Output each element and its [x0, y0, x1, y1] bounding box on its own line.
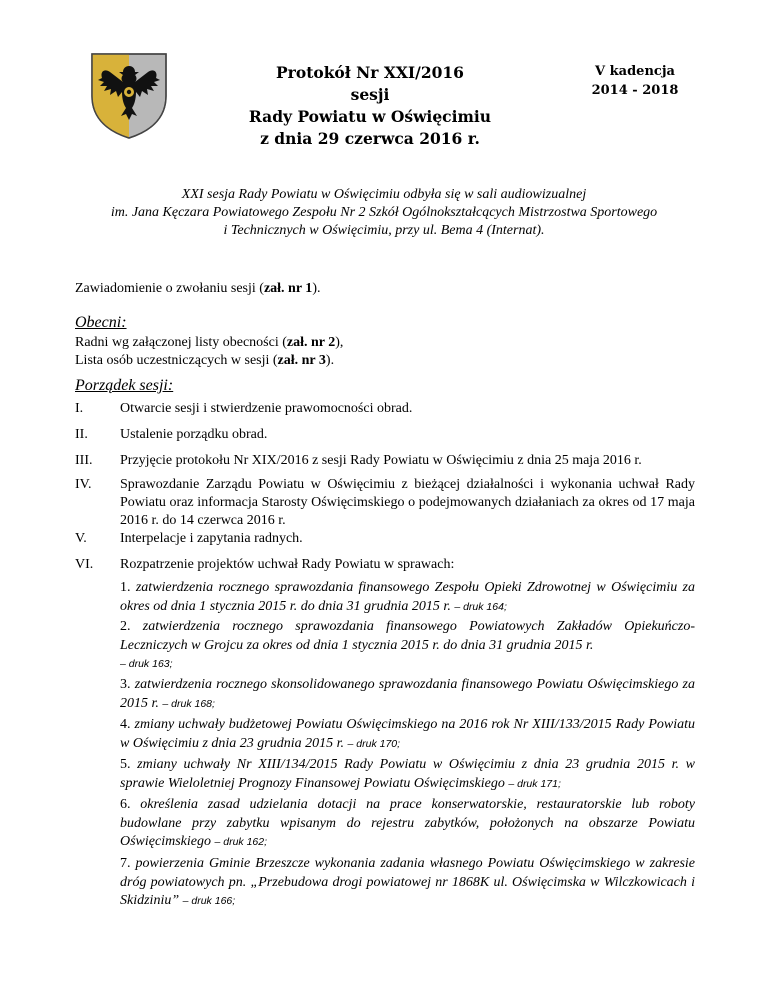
session-notice: Zawiadomienie o zwołaniu sesji (zał. nr 1). [75, 281, 321, 296]
title-line-1: Protokół Nr XXI/2016 [276, 63, 464, 82]
attachment-ref: zał. nr 3 [277, 353, 326, 368]
session-intro [60, 186, 708, 240]
attachment-ref: zał. nr 1 [263, 281, 313, 296]
druk-ref: – druk 162; [214, 836, 268, 848]
intro-line-3: i Technicznych w Oświęcimiu, przy ul. Bema 4 (Internat). [223, 223, 545, 238]
resolution-item: 5. zmiany uchwały Nr XIII/134/2015 Rady Powiatu w Oświęcimiu z dnia 23 grudnia 2015 r. w sprawie Wieloletniej Prognozy Finansowej Powiatu Oświęcimskiego – druk 171; [120, 757, 695, 791]
kadencja-label: V kadencja [595, 64, 675, 79]
druk-ref: – druk 163; [120, 658, 173, 670]
present-heading: Obecni: [75, 314, 127, 331]
resolution-item: 6. określenia zasad udzielania dotacji na prace konserwatorskie, restauratorskie lub roboty budowlane przy zabytku wpisanym do rejestru zabytków, położonych na obszarze Powiatu Oświęcimskiego – druk 162; [120, 797, 695, 849]
druk-ref: – druk 164; [454, 600, 507, 613]
agenda-heading: Porządek sesji: [75, 377, 174, 394]
druk-ref: – druk 168; [162, 697, 215, 710]
coat-of-arms-icon [88, 50, 170, 140]
druk-ref: – druk 171; [508, 777, 561, 790]
kadencja-block [580, 62, 690, 100]
present-line-1: Radni wg załączonej listy obecności (zał. nr 2), [75, 335, 344, 350]
intro-line-1: XXI sesja Rady Powiatu w Oświęcimiu odbyła się w sali audiowizualnej [181, 187, 587, 202]
document-page: Protokół Nr XXI/2016 sesji Rady Powiatu w Oświęcimiu z dnia 29 czerwca 2016 r. V kadencja 2014 - 2018 XXI sesja Rady Powiatu w Oświęcimiu odbyła się w sali audiowizualnej im. Jana Kęczara Powiatowego Zespołu Nr 2 Szkół Ogólnokształcących Mistrzostwa Sportowego i Technicznych w Oświęcimiu, przy ul. Bema 4 (Internat). Zawiadomienie o zwołaniu sesji (zał. nr 1). Obecni: Radni wg załączonej listy obecności (zał. nr 2), Lista osób uczestniczących w sesji (zał. nr 3). Porządek sesji: I. Otwarcie sesji i stwierdzenie prawomocności obrad. II. Ustalenie porządku obrad. III. Przyjęcie protokołu Nr XIX/2016 z sesji Rady Powiatu w Oświęcimiu z dnia 25 maja 2016 r. IV. Sprawozdanie Zarządu Powiatu w Oświęcimiu z bieżącej działalności i wykonania uchwał Rady Powiatu oraz informacja Starosty Oświęcimskiego o podejmowanych działaniach za okres od 17 maja 2016 r. do 14 czerwca 2016 r. V. Interpelacje i zapytania radnych. VI. Rozpatrzenie projektów uchwał Rady Powiatu w sprawach: 1. zatwierdzenia rocznego sprawozdania finansowego Zespołu Opieki Zdrowotnej w Oświęcimiu za okres od dnia 1 stycznia 2015 r. do dnia 31 grudnia 2015 r. – druk 164; 2. zatwierdzenia rocznego sprawozdania finansowego Powiatowych Zakładów Opiekuńczo-Leczniczych w Grojcu za okres od dnia 1 stycznia 2015 r. do dnia 31 grudnia 2015 r. – druk 163; 3. zatwierdzenia rocznego skonsolidowanego sprawozdania finansowego Powiatu Oświęcimskiego za 2015 r. – druk 168; 4. zmiany uchwały budżetowej Powiatu Oświęcimskiego na 2016 rok Nr XIII/133/2015 Rady Powiatu w Oświęcimiu z dnia 23 grudnia 2015 r. – druk 170; 5. zmiany uchwały Nr XIII/134/2015 Rady Powiatu w Oświęcimiu z dnia 23 grudnia 2015 r. w sprawie Wieloletniej Prognozy Finansowej Powiatu Oświęcimskiego – druk 171; 6. określenia zasad udzielania dotacji na prace konserwatorskie, restauratorskie lub roboty budowlane przy zabytku wpisanym do rejestru zabytków, położonych na obszarze Powiatu Oświęcimskiego – druk 162; 7. powierzenia Gminie Brzeszcze wykonania zadania własnego Powiatu Oświęcimskiego w zakresie dróg powiatowych pn. „Przebudowa drogi powiatowej nr 1868K ul. Oświęcimska w Wilczkowicach i Skidziniu” – druk 166; [0, 0, 768, 994]
title-line-2: sesji [350, 85, 390, 104]
druk-ref: – druk 170; [347, 737, 401, 750]
resolution-item: 3. zatwierdzenia rocznego skonsolidowanego sprawozdania finansowego Powiatu Oświęcimskiego za 2015 r. – druk 168; [120, 677, 695, 711]
title-line-3: Rady Powiatu w Oświęcimiu [248, 107, 492, 126]
title-line-4: z dnia 29 czerwca 2016 r. [260, 129, 480, 148]
druk-ref: – druk 166; [182, 895, 236, 907]
resolution-item: 1. zatwierdzenia rocznego sprawozdania finansowego Zespołu Opieki Zdrowotnej w Oświęcimiu za okres od dnia 1 stycznia 2015 r. do dnia 31 grudnia 2015 r. – druk 164; [120, 580, 696, 614]
attachment-ref: zał. nr 2 [286, 335, 336, 350]
resolution-item: 4. zmiany uchwały budżetowej Powiatu Oświęcimskiego na 2016 rok Nr XIII/133/2015 Rady Powiatu w Oświęcimiu z dnia 23 grudnia 2015 r. – druk 170; [120, 717, 696, 751]
intro-line-2: im. Jana Kęczara Powiatowego Zespołu Nr 2 Szkół Ogólnokształcących Mistrzostwa Sportowego [110, 205, 658, 220]
protocol-title [210, 62, 530, 150]
resolution-item: 2. zatwierdzenia rocznego sprawozdania finansowego Powiatowych Zakładów Opiekuńczo-Leczniczych w Grojcu za okres od dnia 1 stycznia 2015 r. do dnia 31 grudnia 2015 r. – druk 163; [120, 619, 695, 670]
resolution-item: 7. powierzenia Gminie Brzeszcze wykonania zadania własnego Powiatu Oświęcimskiego w zakresie dróg powiatowych pn. „Przebudowa drogi powiatowej nr 1868K ul. Oświęcimska w Wilczkowicach i Skidziniu” – druk 166; [120, 856, 696, 908]
present-line-2: Lista osób uczestniczących w sesji (zał. nr 3). [75, 353, 335, 368]
kadencja-years: 2014 - 2018 [591, 83, 679, 98]
